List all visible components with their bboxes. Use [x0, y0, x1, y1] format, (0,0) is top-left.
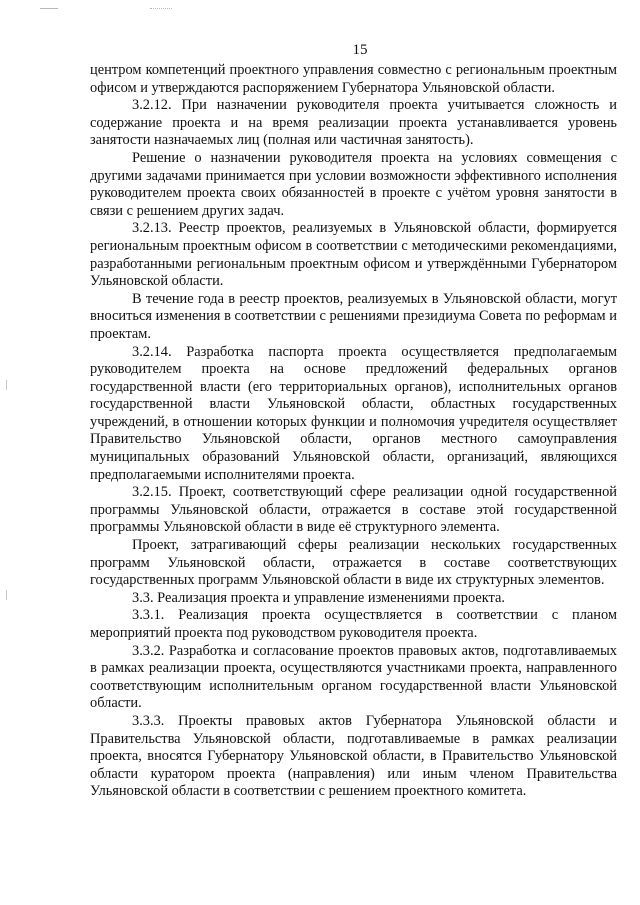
paragraph: Проект, затрагивающий сферы реализации нескольких государственных программ Ульяновской области, отражается в составе соответствующих государственных программ Ульяновской области в виде их структурных элементов. [90, 537, 617, 589]
paragraph: 3.3. Реализация проекта и управление изменениями проекта. [132, 589, 505, 606]
paragraph: 3.2.12. При назначении руководителя проекта учитывается сложность и содержание проекта и на время реализации проекта устанавливается уровень занятости назначаемых лиц (полная или частичная занятость). [90, 97, 617, 149]
paragraph: центром компетенций проектного управления совместно с региональным проектным офисом и утверждаются распоряжением Губернатора Ульяновской области. [90, 62, 617, 96]
scan-artifact-dot [6, 380, 7, 390]
scan-artifact-dot [6, 590, 7, 600]
paragraph: Решение о назначении руководителя проекта на условиях совмещения с другими задачами принимается при условии возможности эффективного исполнения руководителем проекта своих обязанностей в проекте с учётом уровня занятости в связи с решением других задач. [90, 149, 617, 219]
scan-artifact-line [40, 8, 58, 9]
paragraph: 3.2.14. Разработка паспорта проекта осуществляется предполагаемым руководителем проекта на основе предложений федеральных органов государственной власти (его территориальных органов), исполнительных органов государственной власти Ульяновской области, областных государственных учреждений, в отношении которых функции и полномочия учредителя осуществляет Правительство Ульяновской области, органов местного самоуправления муниципальных образований Ульяновской области, организаций, являющихся предполагаемыми исполнителями проекта. [90, 343, 617, 483]
page-number: 15 [352, 42, 368, 58]
document-body [90, 62, 617, 801]
paragraph: 3.3.3. Проекты правовых актов Губернатора Ульяновской области и Правительства Ульяновской области, подготавливаемые в рамках реализации проекта, вносятся Губернатору Ульяновской области, в Правительство Ульяновской области куратором проекта (направления) или иным членом Правительства Ульяновской области в соответствии с решением проектного комитета. [90, 712, 617, 800]
paragraph: 3.2.15. Проект, соответствующий сфере реализации одной государственной программы Ульяновской области, отражается в составе этой государственной программы Ульяновской области в виде её структурного элемента. [90, 484, 617, 536]
paragraph: В течение года в реестр проектов, реализуемых в Ульяновской области, могут вноситься изменения в соответствии с решениями президиума Совета по реформам и проектам. [90, 290, 617, 342]
paragraph: 3.2.13. Реестр проектов, реализуемых в Ульяновской области, формируется региональным проектным офисом в соответствии с методическими рекомендациями, разработанными региональным проектным офисом и утверждёнными Губернатором Ульяновской области. [90, 220, 617, 290]
paragraph: 3.3.1. Реализация проекта осуществляется в соответствии с планом мероприятий проекта под руководством руководителя проекта. [90, 607, 617, 641]
paragraph: 3.3.2. Разработка и согласование проектов правовых актов, подготавливаемых в рамках реализации проекта, осуществляются участниками проекта, направленного соответствующим исполнительным органом государственной власти Ульяновской области. [90, 642, 617, 712]
scan-artifact-line [150, 8, 172, 9]
